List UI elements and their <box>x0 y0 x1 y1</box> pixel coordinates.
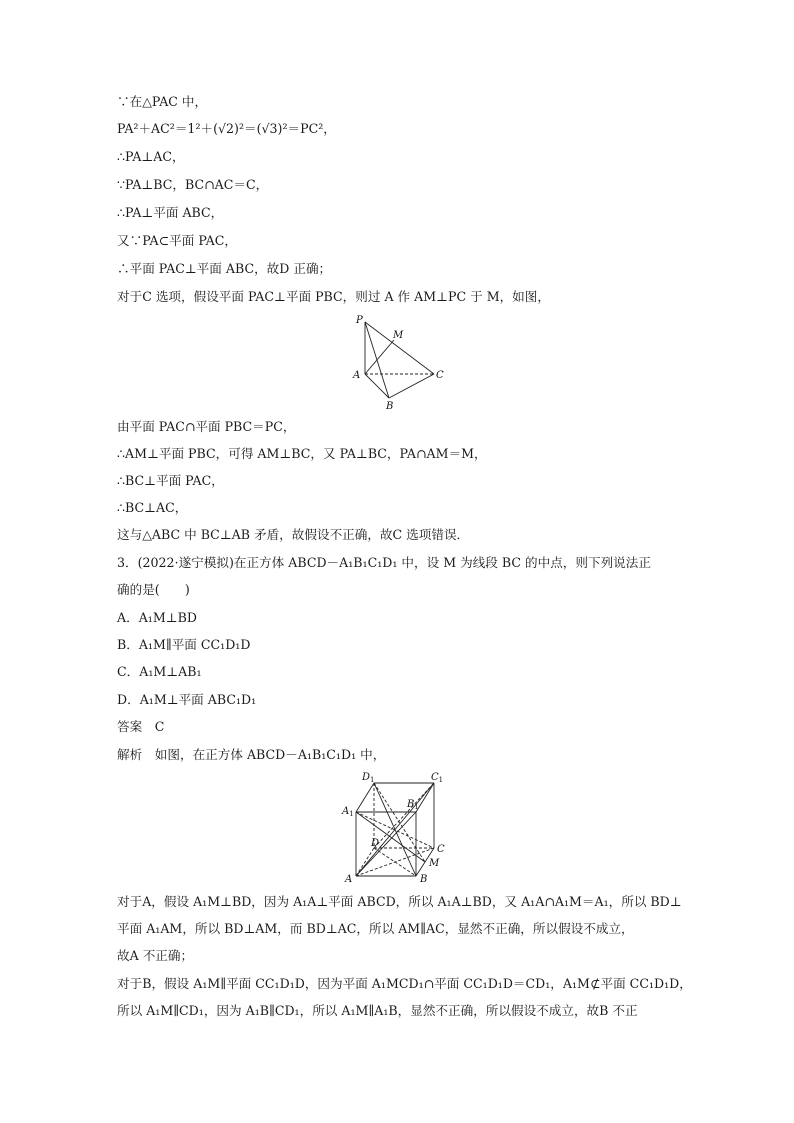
text-line: ∵PA⊥BC，BC∩AC＝C， <box>117 177 269 192</box>
label-b1: $B_1$ <box>407 799 419 811</box>
label-c: C <box>437 844 445 855</box>
text-line: 对于C 选项，假设平面 PAC⊥平面 PBC，则过 A 作 AM⊥PC 于 M，如图， <box>117 289 550 304</box>
text-line: 又∵PA⊂平面 PAC， <box>117 233 237 248</box>
label-a: A <box>345 874 353 885</box>
option-b: B．A₁M∥平面 CC₁D₁D <box>117 637 251 652</box>
text-line: 所以 A₁M∥CD₁，因为 A₁B∥CD₁，所以 A₁M∥A₁B，显然不正确，所以假设不成立，故B 不正 <box>117 1003 638 1018</box>
label-a1: $A_1$ <box>342 806 354 818</box>
text-line: 3．(2022·遂宁模拟)在正方体 ABCD－A₁B₁C₁D₁ 中，设 M 为线段 BC 的中点，则下列说法正 <box>117 555 651 570</box>
text-line: ∴PA⊥平面 ABC， <box>117 205 224 220</box>
tetrahedron-figure <box>348 312 448 414</box>
label-d: D <box>371 838 380 849</box>
text-line: 平面 A₁AM，所以 BD⊥AM，而 BD⊥AC，所以 AM∥AC，显然不正确，所以假设不成立， <box>117 921 634 936</box>
text-line: ∴BC⊥平面 PAC， <box>117 473 224 488</box>
label-b: B <box>420 874 428 885</box>
label-c: C <box>436 370 444 381</box>
option-d: D．A₁M⊥平面 ABC₁D₁ <box>117 692 257 707</box>
option-c: C．A₁M⊥AB₁ <box>117 664 202 679</box>
text-line: ∴AM⊥平面 PBC，可得 AM⊥BC，又 PA⊥BC，PA∩AM＝M， <box>117 446 487 461</box>
answer-line: 答案 C <box>117 719 165 734</box>
text-line: ∵在△PAC 中， <box>117 94 208 109</box>
text-line: ∴PA⊥AC， <box>117 149 185 164</box>
text-line: 对于B，假设 A₁M∥平面 CC₁D₁D，因为平面 A₁MCD₁∩平面 CC₁D₁D＝CD₁，A₁M⊄平面 CC₁D₁D， <box>117 976 692 991</box>
label-m: M <box>393 330 404 341</box>
label-d1: $D_1$ <box>362 772 375 784</box>
text-line: 对于A，假设 A₁M⊥BD，因为 A₁A⊥平面 ABCD，所以 A₁A⊥BD，又 A₁A∩A₁M＝A₁，所以 BD⊥ <box>117 894 682 909</box>
label-a: A <box>353 370 361 381</box>
label-m: M <box>429 858 440 869</box>
text-line: ∴平面 PAC⊥平面 ABC，故D 正确； <box>117 261 332 276</box>
text-line: 确的是( ) <box>117 582 190 597</box>
text-line: 这与△ABC 中 BC⊥AB 矛盾，故假设不正确，故C 选项错误． <box>117 527 470 542</box>
text-line: 故A 不正确； <box>117 948 194 963</box>
option-a: A．A₁M⊥BD <box>117 610 197 625</box>
analysis-line: 解析 如图，在正方体 ABCD－A₁B₁C₁D₁ 中， <box>117 747 386 762</box>
cube-figure <box>336 768 456 886</box>
label-b: B <box>386 401 394 412</box>
label-p: P <box>356 315 363 326</box>
label-c1: $C_1$ <box>431 772 444 784</box>
text-line: PA²＋AC²＝1²＋(√2)²＝(√3)²＝PC²， <box>117 121 336 136</box>
text-line: ∴BC⊥AC， <box>117 500 188 515</box>
text-line: 由平面 PAC∩平面 PBC＝PC， <box>117 419 296 434</box>
